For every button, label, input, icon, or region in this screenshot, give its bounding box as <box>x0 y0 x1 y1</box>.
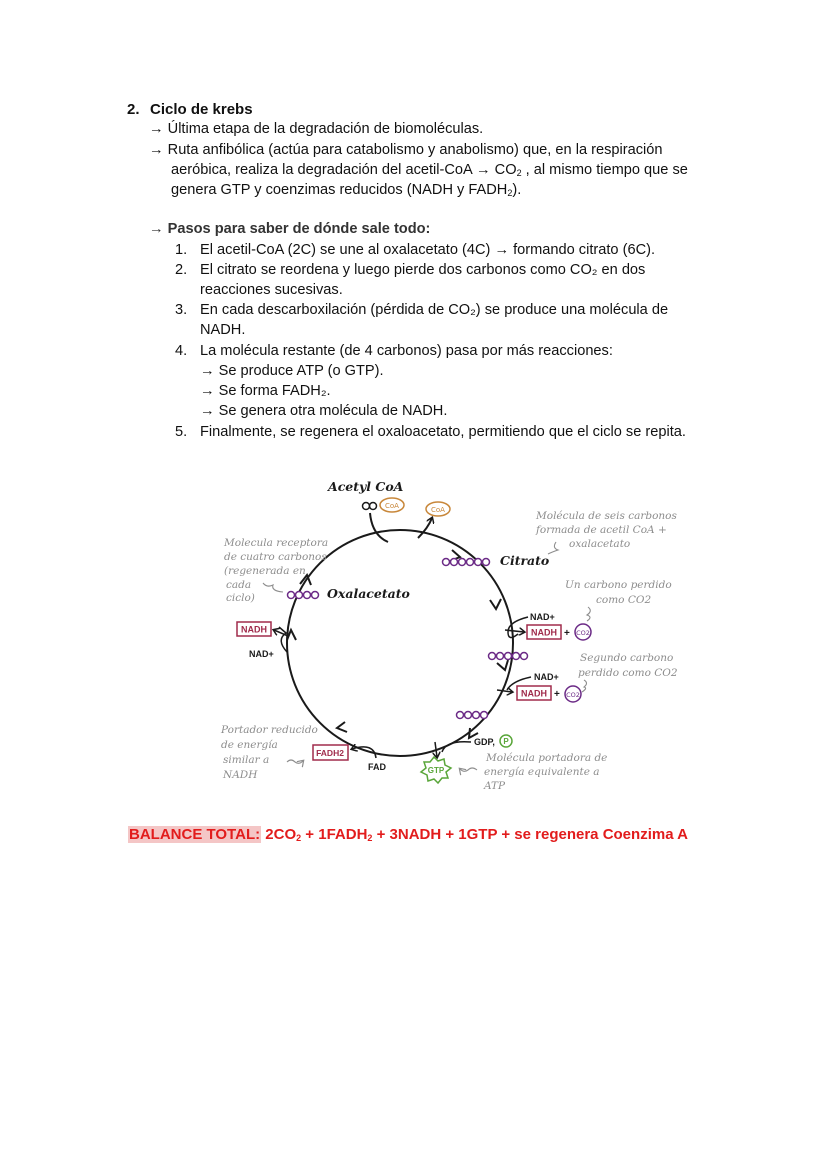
balance-sub-1: 2 <box>296 833 302 843</box>
balance-part-1: 2CO <box>261 826 297 843</box>
svg-text:FADH2: FADH2 <box>316 748 344 758</box>
cycle-arrowheads <box>287 550 508 738</box>
step-2-cont: reacciones sucesivas. <box>200 282 343 298</box>
note-carrier-3: similar a <box>223 754 270 766</box>
step-4-sub-3: → Se genera otra molécula de NADH. <box>200 403 448 419</box>
intro-line-2: → Ruta anfibólica (actúa para catabolismo y anabolismo) que, en la respiración <box>149 142 663 158</box>
note-six-1: Molécula de seis carbonos <box>536 510 677 522</box>
note-lost1-1: Un carbono perdido <box>565 579 672 591</box>
note-gtp-1: Molécula portadora de <box>486 752 608 764</box>
fadh2-box <box>313 745 348 760</box>
note-six-2: formada de acetil CoA + <box>536 524 667 536</box>
step-4-sub-1: → Se produce ATP (o GTP). <box>200 363 384 379</box>
step-number: 2. <box>175 262 188 278</box>
step-text: El citrato se reordena y luego pierde dos carbonos como CO₂ en dos <box>200 262 646 278</box>
phosphate-circle <box>500 735 512 747</box>
balance-label: BALANCE TOTAL: <box>129 826 261 843</box>
section-number: 2. <box>127 101 140 118</box>
svg-text:P: P <box>503 737 509 746</box>
intro-line-3b: , al mismo tiempo que se <box>521 162 688 178</box>
note-carrier-4: NADH <box>223 769 258 781</box>
svg-text:NADH: NADH <box>531 627 557 638</box>
note-gtp-2: energía equivalente a <box>484 766 600 778</box>
svg-text:CO2: CO2 <box>576 629 590 637</box>
gtp-burst <box>421 757 451 783</box>
note-lost2-2: perdido como CO2 <box>578 667 678 679</box>
note-lost2-1: Segundo carbono <box>580 652 674 664</box>
plus-1: + <box>564 628 570 639</box>
step-number: 3. <box>175 302 188 318</box>
step-number: 1. <box>175 242 188 258</box>
note-receptor-1: Molecula receptora <box>224 537 329 549</box>
nad-label-1: NAD+ <box>530 612 555 622</box>
step-4-sub-2: → Se forma FADH₂. <box>200 383 331 399</box>
intro-line-4b: ). <box>512 182 522 198</box>
nad-label-3: NAD+ <box>249 649 274 659</box>
acetyl-chain <box>363 498 405 512</box>
nadh-box-3 <box>237 622 271 636</box>
balance-total <box>128 826 688 843</box>
balance-part-2: + 1FADH <box>301 826 368 843</box>
balance-part-3: + 3NADH + 1GTP + se regenera Coenzima A <box>372 826 688 843</box>
note-carrier-2: de energía <box>221 739 278 751</box>
steps-title: → Pasos para saber de dónde sale todo: <box>149 221 431 237</box>
coa-released <box>426 502 450 516</box>
step-text: Finalmente, se regenera el oxaloacetato, permitiendo que el ciclo se repita. <box>200 424 686 440</box>
gtp-arrow <box>435 742 437 757</box>
step-number: 5. <box>175 424 188 440</box>
fad-label: FAD <box>368 762 386 772</box>
intro-line-4-sub: 2 <box>507 188 513 198</box>
note-receptor-4: cada <box>226 579 252 591</box>
step-3-cont: NADH. <box>200 322 246 338</box>
svg-text:NADH: NADH <box>521 688 547 699</box>
five-carbon-chain <box>489 653 528 660</box>
citrato-label: Citrato <box>500 553 550 568</box>
four-carbon-chain <box>457 712 488 719</box>
coa-text-2: CoA <box>431 506 445 514</box>
note-six-3: oxalacetato <box>569 538 631 550</box>
plus-2: + <box>554 689 560 700</box>
nadh-box-1 <box>527 625 561 639</box>
gdp-label: GDP, <box>474 737 495 747</box>
step-text: El acetil-CoA (2C) se une al oxalacetato (4C) → formando citrato (6C). <box>200 242 656 258</box>
oxalacetato-label: Oxalacetato <box>327 586 410 601</box>
acetyl-entry-arrow <box>370 513 388 542</box>
intro-line-1: → Última etapa de la degradación de biomoléculas. <box>149 121 484 137</box>
svg-text:GTP: GTP <box>427 766 445 775</box>
intro-line-4a: genera GTP y coenzimas reducidos (NADH y FADH <box>171 182 508 198</box>
step-number: 4. <box>175 343 188 359</box>
co2-circle-2 <box>565 686 581 702</box>
note-gtp-3: ATP <box>484 780 506 792</box>
nad-label-2: NAD+ <box>534 672 559 682</box>
oxalacetato-chain <box>288 592 319 599</box>
note-carrier-1: Portador reducido <box>221 724 318 736</box>
acetyl-coa-label: Acetyl CoA <box>328 479 404 494</box>
nadh-box-2 <box>517 686 551 700</box>
co2-circle-1 <box>575 624 591 640</box>
step-text: La molécula restante (de 4 carbonos) pasa por más reacciones: <box>200 343 613 359</box>
svg-text:CO2: CO2 <box>566 691 580 699</box>
svg-text:NADH: NADH <box>241 624 267 635</box>
note-receptor-2: de cuatro carbonos <box>224 551 327 563</box>
step-text: En cada descarboxilación (pérdida de CO₂) se produce una molécula de <box>200 302 669 318</box>
balance-sub-2: 2 <box>367 833 373 843</box>
note-receptor-3: (regenerada en <box>224 565 306 577</box>
section-title: Ciclo de krebs <box>150 101 253 118</box>
note-six-pointer <box>548 542 558 554</box>
coa-text-1: CoA <box>385 502 399 510</box>
note-lost1-2: como CO2 <box>596 594 652 606</box>
intro-line-3a: aeróbica, realiza la degradación del acetil-CoA → CO <box>171 162 517 178</box>
note-receptor-5: ciclo) <box>226 592 255 604</box>
intro-line-3-sub: 2 <box>516 168 522 178</box>
